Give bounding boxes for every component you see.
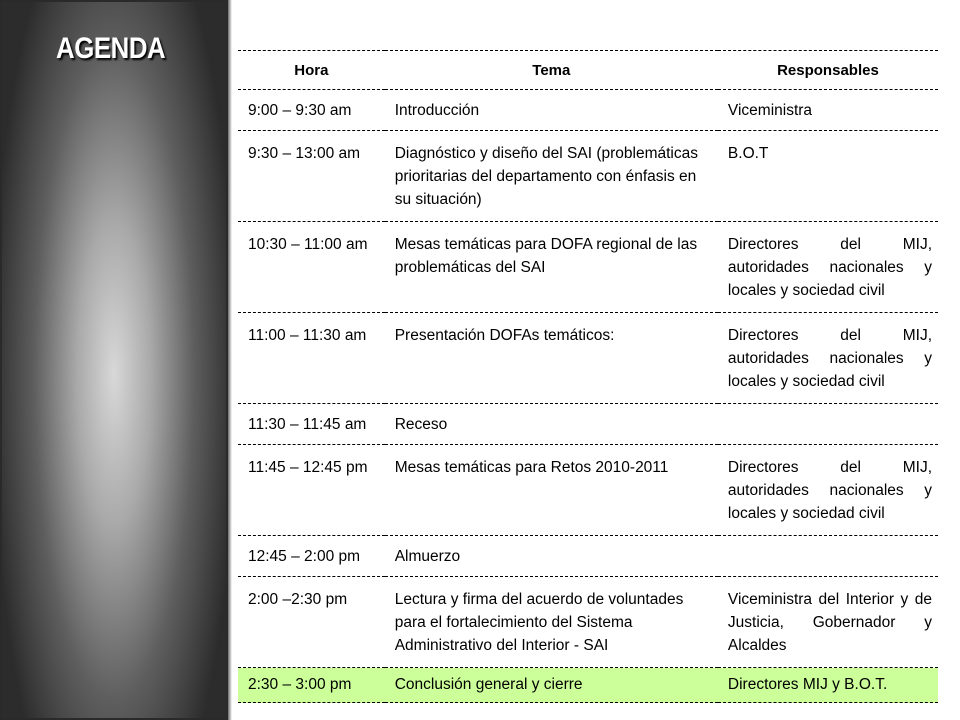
table-row bbox=[238, 131, 938, 222]
table-row bbox=[238, 313, 938, 404]
cell-hora: 9:30 – 13:00 am bbox=[248, 145, 361, 162]
cell-tema: Lectura y firma del acuerdo de voluntades para el fortalecimiento del Sistema Administrativo del Interior - SAI bbox=[394, 591, 684, 654]
cell-tema: Receso bbox=[394, 416, 448, 433]
cell-tema: Conclusión general y cierre bbox=[394, 676, 583, 693]
table-row bbox=[238, 90, 938, 131]
column-header-hora: Hora bbox=[294, 61, 329, 79]
cell-tema: Mesas temáticas para Retos 2010-2011 bbox=[394, 459, 669, 476]
table-row bbox=[238, 404, 938, 445]
cell-tema: Diagnóstico y diseño del SAI (problemáticas prioritarias del departamento con énfasis en su situación) bbox=[394, 145, 698, 208]
cell-responsables bbox=[718, 404, 938, 445]
cell-tema: Introducción bbox=[394, 102, 480, 119]
cell-hora: 10:30 – 11:00 am bbox=[248, 236, 368, 253]
cell-hora: 2:00 –2:30 pm bbox=[248, 591, 348, 608]
cell-responsables: Viceministra del Interior y de Justicia, Gobernador y Alcaldes bbox=[727, 591, 932, 654]
cell-responsables: Directores del MIJ, autoridades nacionales y locales y sociedad civil bbox=[727, 236, 932, 299]
cell-hora: 11:30 – 11:45 am bbox=[248, 416, 367, 433]
column-header-tema: Tema bbox=[532, 61, 571, 79]
sidebar-panel bbox=[0, 0, 228, 720]
cell-responsables: Viceministra bbox=[727, 102, 813, 119]
column-header-responsables: Responsables bbox=[777, 61, 879, 79]
table-row bbox=[238, 222, 938, 313]
cell-tema: Presentación DOFAs temáticos: bbox=[394, 327, 615, 344]
cell-hora: 11:45 – 12:45 pm bbox=[248, 459, 368, 476]
cell-tema: Almuerzo bbox=[394, 548, 461, 565]
table-row bbox=[238, 536, 938, 577]
table-row-highlighted bbox=[238, 668, 938, 703]
cell-hora: 11:00 – 11:30 am bbox=[248, 327, 367, 344]
cell-responsables: Directores del MIJ, autoridades nacionales y locales y sociedad civil bbox=[727, 459, 932, 522]
table-header-row bbox=[238, 51, 938, 90]
cell-responsables bbox=[718, 536, 938, 577]
cell-hora: 12:45 – 2:00 pm bbox=[248, 548, 361, 565]
sidebar-shadow bbox=[228, 0, 232, 720]
cell-responsables: B.O.T bbox=[727, 145, 769, 162]
cell-responsables: Directores MIJ y B.O.T. bbox=[727, 676, 888, 693]
cell-hora: 2:30 – 3:00 pm bbox=[248, 676, 352, 693]
table-row bbox=[238, 445, 938, 536]
agenda-table bbox=[238, 50, 938, 703]
page-title: AGENDA bbox=[56, 32, 166, 65]
cell-tema: Mesas temáticas para DOFA regional de las problemáticas del SAI bbox=[394, 236, 698, 276]
cell-hora: 9:00 – 9:30 am bbox=[248, 102, 352, 119]
table-row bbox=[238, 577, 938, 668]
cell-responsables: Directores del MIJ, autoridades nacionales y locales y sociedad civil bbox=[727, 327, 932, 390]
